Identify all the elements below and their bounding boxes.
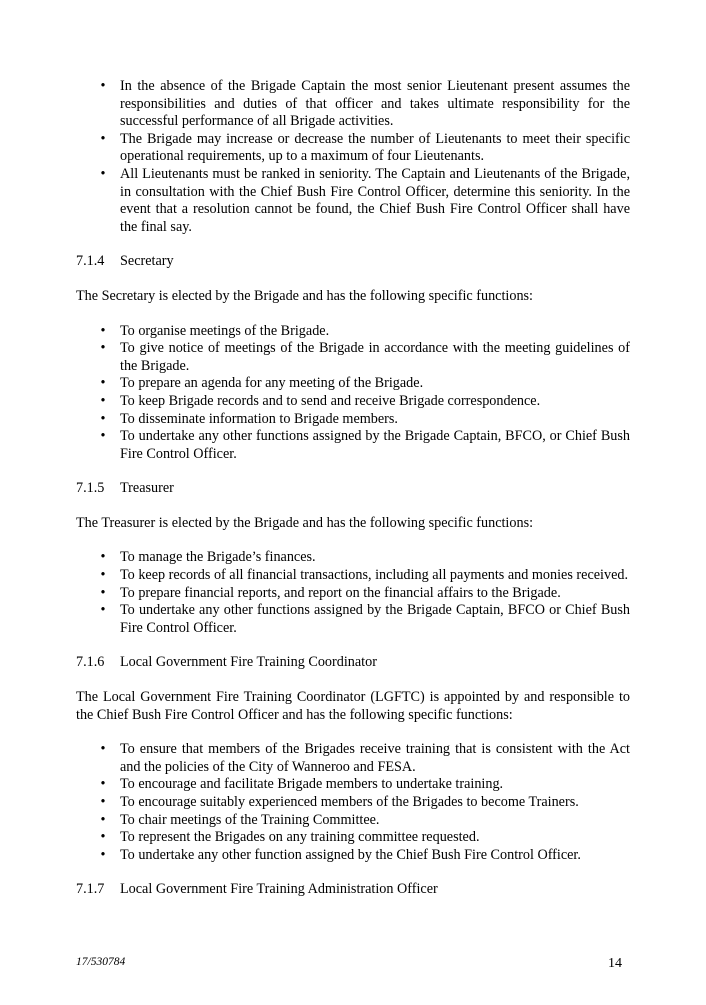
list-item xyxy=(76,340,630,375)
list-item-text: To disseminate information to Brigade members. xyxy=(120,410,398,427)
bullet-icon: • xyxy=(100,776,106,793)
list-item-text: To manage the Brigade’s finances. xyxy=(120,549,316,566)
bullet-icon: • xyxy=(100,829,106,846)
list-item xyxy=(76,131,630,166)
list-item-text: To encourage suitably experienced members of the Brigades to become Trainers. xyxy=(120,794,579,810)
bullet-icon: • xyxy=(100,428,106,445)
section-title: Local Government Fire Training Administration Officer xyxy=(120,881,438,898)
section-heading-secretary xyxy=(76,253,630,271)
section-title: Secretary xyxy=(120,253,174,270)
list-item-text: To give notice of meetings of the Brigade in accordance with the meeting guidelines of the Brigade. xyxy=(120,340,630,374)
list-item-text: To keep records of all financial transactions, including all payments and monies received. xyxy=(120,567,629,584)
bullet-icon: • xyxy=(100,741,106,758)
list-item xyxy=(76,393,630,411)
bullet-icon: • xyxy=(100,584,106,601)
bullet-icon: • xyxy=(100,794,106,810)
section-number: 7.1.4 xyxy=(76,253,105,270)
list-item-text: The Brigade may increase or decrease the number of Lieutenants to meet their specific operational requirements, up to a maximum of four Lieutenants. xyxy=(120,130,630,165)
list-item xyxy=(76,411,630,429)
list-item xyxy=(76,776,630,794)
list-item xyxy=(76,323,630,341)
list-item-text: To undertake any other function assigned by the Chief Bush Fire Control Officer. xyxy=(120,846,581,863)
list-item-text: To keep Brigade records and to send and receive Brigade correspondence. xyxy=(120,392,541,409)
list-item-text: To chair meetings of the Training Committee. xyxy=(120,811,380,828)
lgftc-functions-list xyxy=(76,741,630,864)
list-item-text: To encourage and facilitate Brigade members to undertake training. xyxy=(120,776,504,793)
list-item-text: To undertake any other functions assigned by the Brigade Captain, BFCO, or Chief Bush Fire Control Officer. xyxy=(120,428,630,462)
section-intro: The Secretary is elected by the Brigade and has the following specific functions: xyxy=(76,287,533,304)
list-item xyxy=(76,166,630,236)
bullet-icon: • xyxy=(100,410,106,427)
section-heading-treasurer xyxy=(76,480,630,498)
list-item xyxy=(76,829,630,847)
list-item xyxy=(76,549,630,567)
list-item xyxy=(76,78,630,131)
list-item-text: In the absence of the Brigade Captain the most senior Lieutenant present assumes the responsibilities and duties of that officer and takes ultimate responsibility for the successful performance of all Brigade activities. xyxy=(120,78,630,130)
list-item xyxy=(76,375,630,393)
list-item xyxy=(76,794,630,812)
section-number: 7.1.6 xyxy=(76,654,105,671)
bullet-icon: • xyxy=(100,549,106,566)
list-item-text: To represent the Brigades on any training committee requested. xyxy=(120,829,480,846)
bullet-icon: • xyxy=(100,165,106,182)
page-number: 14 xyxy=(608,956,622,971)
list-item-text: To prepare an agenda for any meeting of the Brigade. xyxy=(120,375,424,392)
section-heading-lgftc xyxy=(76,654,630,672)
section-number: 7.1.5 xyxy=(76,480,105,497)
list-item xyxy=(76,812,630,830)
bullet-icon: • xyxy=(100,567,106,584)
treasurer-functions-list xyxy=(76,549,630,637)
list-item-text: To undertake any other functions assigned by the Brigade Captain, BFCO or Chief Bush Fire Control Officer. xyxy=(120,602,630,636)
bullet-icon: • xyxy=(100,846,106,863)
bullet-icon: • xyxy=(100,78,106,94)
list-item-text: To organise meetings of the Brigade. xyxy=(120,322,330,339)
document-reference: 17/530784 xyxy=(76,956,126,968)
section-title: Treasurer xyxy=(120,480,174,497)
section-number: 7.1.7 xyxy=(76,881,105,898)
bullet-icon: • xyxy=(100,602,106,619)
bullet-icon: • xyxy=(100,375,106,392)
bullet-icon: • xyxy=(100,392,106,409)
document-body xyxy=(76,78,630,899)
section-intro: The Treasurer is elected by the Brigade and has the following specific functions: xyxy=(76,514,534,531)
bullet-icon: • xyxy=(100,130,106,147)
section-heading-lgftao xyxy=(76,881,630,899)
intro-bullet-list xyxy=(76,78,630,236)
bullet-icon: • xyxy=(100,811,106,828)
list-item-text: To prepare financial reports, and report on the financial affairs to the Brigade. xyxy=(120,584,561,601)
bullet-icon: • xyxy=(100,322,106,339)
bullet-icon: • xyxy=(100,340,106,357)
list-item-text: All Lieutenants must be ranked in seniority. The Captain and Lieutenants of the Brigade, in consultation with the Chief Bush Fire Control Officer, determine this seniority. In the event that a resolution cannot be found, the Chief Bush Fire Control Officer shall have the final say. xyxy=(120,165,630,235)
list-item xyxy=(76,428,630,463)
list-item xyxy=(76,741,630,776)
list-item xyxy=(76,585,630,603)
list-item xyxy=(76,567,630,585)
section-title: Local Government Fire Training Coordinator xyxy=(120,654,377,671)
list-item-text: To ensure that members of the Brigades receive training that is consistent with the Act and the policies of the City of Wanneroo and FESA. xyxy=(120,741,630,775)
secretary-functions-list xyxy=(76,323,630,464)
section-intro: The Local Government Fire Training Coordinator (LGFTC) is appointed by and responsible to the Chief Bush Fire Control Officer and has the following specific functions: xyxy=(76,689,630,723)
list-item xyxy=(76,602,630,637)
list-item xyxy=(76,847,630,865)
